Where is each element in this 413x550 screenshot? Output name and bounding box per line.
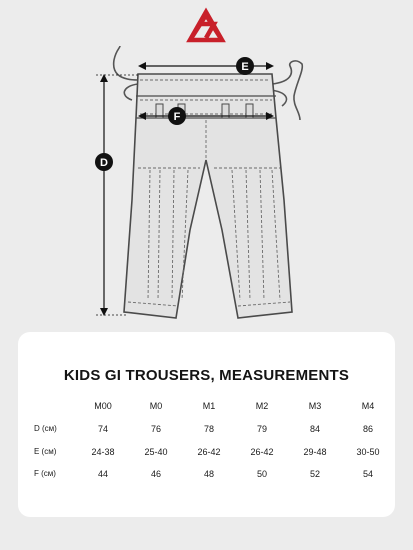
column-header: M3 <box>308 401 322 411</box>
measurements-card <box>18 332 395 517</box>
marker-d-label: D <box>100 157 108 169</box>
table-cell: 79 <box>256 424 267 434</box>
table-cell: 84 <box>309 424 320 434</box>
table-cell: 48 <box>203 469 214 479</box>
column-header: M0 <box>149 401 163 411</box>
table-header-row <box>18 401 395 415</box>
table-cell: 30-50 <box>356 447 380 457</box>
table-cell: 26-42 <box>250 447 274 457</box>
column-header: M1 <box>202 401 216 411</box>
table-row <box>18 424 395 438</box>
brand-logo-icon <box>190 12 222 40</box>
table-row <box>18 447 395 461</box>
table-cell: 26-42 <box>197 447 221 457</box>
table-cell: 78 <box>203 424 214 434</box>
table-cell: 50 <box>256 469 267 479</box>
marker-e-label: E <box>241 61 249 73</box>
table-cell: 29-48 <box>303 447 327 457</box>
column-header: M2 <box>255 401 269 411</box>
table-cell: 46 <box>150 469 161 479</box>
row-label: D (см) <box>34 424 57 433</box>
column-header: M4 <box>361 401 375 411</box>
row-label: E (см) <box>34 447 57 456</box>
table-cell: 24-38 <box>91 447 115 457</box>
table-cell: 86 <box>362 424 373 434</box>
table-cell: 44 <box>97 469 108 479</box>
marker-f-label: F <box>173 111 181 123</box>
row-label: F (см) <box>34 469 56 478</box>
column-header: M00 <box>94 401 112 411</box>
table-row <box>18 469 395 483</box>
table-cell: 54 <box>362 469 373 479</box>
table-cell: 74 <box>97 424 108 434</box>
table-cell: 52 <box>309 469 320 479</box>
table-title: KIDS GI TROUSERS, MEASUREMENTS <box>63 367 350 384</box>
table-cell: 76 <box>150 424 161 434</box>
table-cell: 25-40 <box>144 447 168 457</box>
